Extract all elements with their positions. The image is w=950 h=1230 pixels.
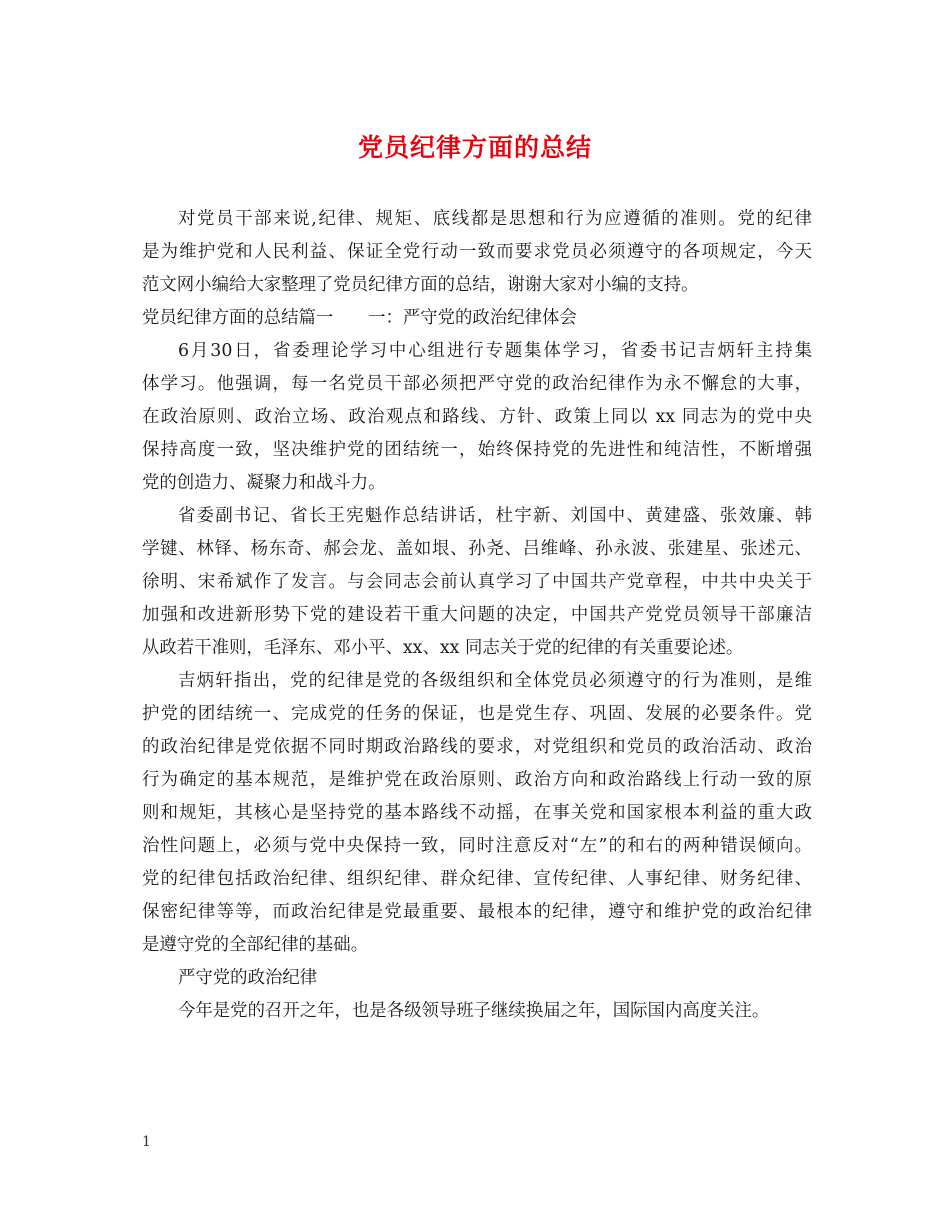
text-line: 保持高度一致，坚决维护党的团结统一，始终保持党的先进性和纯洁性，不断增强 — [142, 440, 812, 460]
text-line: 党的纪律包括政治纪律、组织纪律、群众纪律、宣传纪律、人事纪律、财务纪律、 — [142, 869, 812, 889]
text-line: 严守党的政治纪律 — [178, 968, 318, 988]
text-line: 党员纪律方面的总结篇一 一：严守党的政治纪律体会 — [142, 308, 577, 328]
text-line: 徐明、宋希斌作了发言。与会同志会前认真学习了中国共产党章程，中共中央关于 — [142, 572, 812, 592]
page-number: 1 — [142, 1134, 151, 1150]
document-title: 党员纪律方面的总结 — [357, 133, 592, 162]
text-line: 吉炳轩指出，党的纪律是党的各级组织和全体党员必须遵守的行为准则，是维 — [178, 671, 812, 691]
text-line: 对党员干部来说,纪律、规矩、底线都是思想和行为应遵循的准则。党的纪律 — [178, 209, 812, 229]
text-line: 省委副书记、省长王宪魁作总结讲话，杜宇新、刘国中、黄建盛、张效廉、韩 — [178, 506, 812, 526]
text-line: 护党的团结统一、完成党的任务的保证，也是党生存、巩固、发展的必要条件。党 — [142, 704, 812, 724]
text-line: 党的创造力、凝聚力和战斗力。 — [142, 473, 386, 493]
text-line: 是遵守党的全部纪律的基础。 — [142, 935, 369, 955]
text-line: 学键、林铎、杨东奇、郝会龙、盖如垠、孙尧、吕维峰、孙永波、张建星、张述元、 — [142, 539, 812, 559]
text-line: 行为确定的基本规范，是维护党在政治原则、政治方向和政治路线上行动一致的原 — [142, 770, 812, 790]
text-line: 从政若干准则，毛泽东、邓小平、xx、xx 同志关于党的纪律的有关重要论述。 — [142, 638, 744, 658]
text-line: 体学习。他强调，每一名党员干部必须把严守党的政治纪律作为永不懈怠的大事， — [142, 374, 812, 394]
text-line: 治性问题上，必须与党中央保持一致，同时注意反对“左”的和右的两种错误倾向。 — [142, 836, 812, 856]
text-line: 今年是党的召开之年，也是各级领导班子继续换届之年，国际国内高度关注。 — [178, 1001, 770, 1021]
document-body — [142, 203, 812, 1028]
text-line: 范文网小编给大家整理了党员纪律方面的总结，谢谢大家对小编的支持。 — [142, 275, 699, 295]
text-line: 则和规矩，其核心是坚持党的基本路线不动摇，在事关党和国家根本利益的重大政 — [142, 803, 812, 823]
text-line: 加强和改进新形势下党的建设若干重大问题的决定，中国共产党党员领导干部廉洁 — [142, 605, 812, 625]
text-line: 在政治原则、政治立场、政治观点和路线、方针、政策上同以 xx 同志为的党中央 — [142, 407, 812, 427]
text-line: 是为维护党和人民利益、保证全党行动一致而要求党员必须遵守的各项规定，今天 — [142, 242, 812, 262]
text-line: 6月30日，省委理论学习中心组进行专题集体学习，省委书记吉炳轩主持集 — [178, 341, 812, 361]
text-line: 保密纪律等等，而政治纪律是党最重要、最根本的纪律，遵守和维护党的政治纪律 — [142, 902, 812, 922]
text-line: 的政治纪律是党依据不同时期政治路线的要求，对党组织和党员的政治活动、政治 — [142, 737, 812, 757]
